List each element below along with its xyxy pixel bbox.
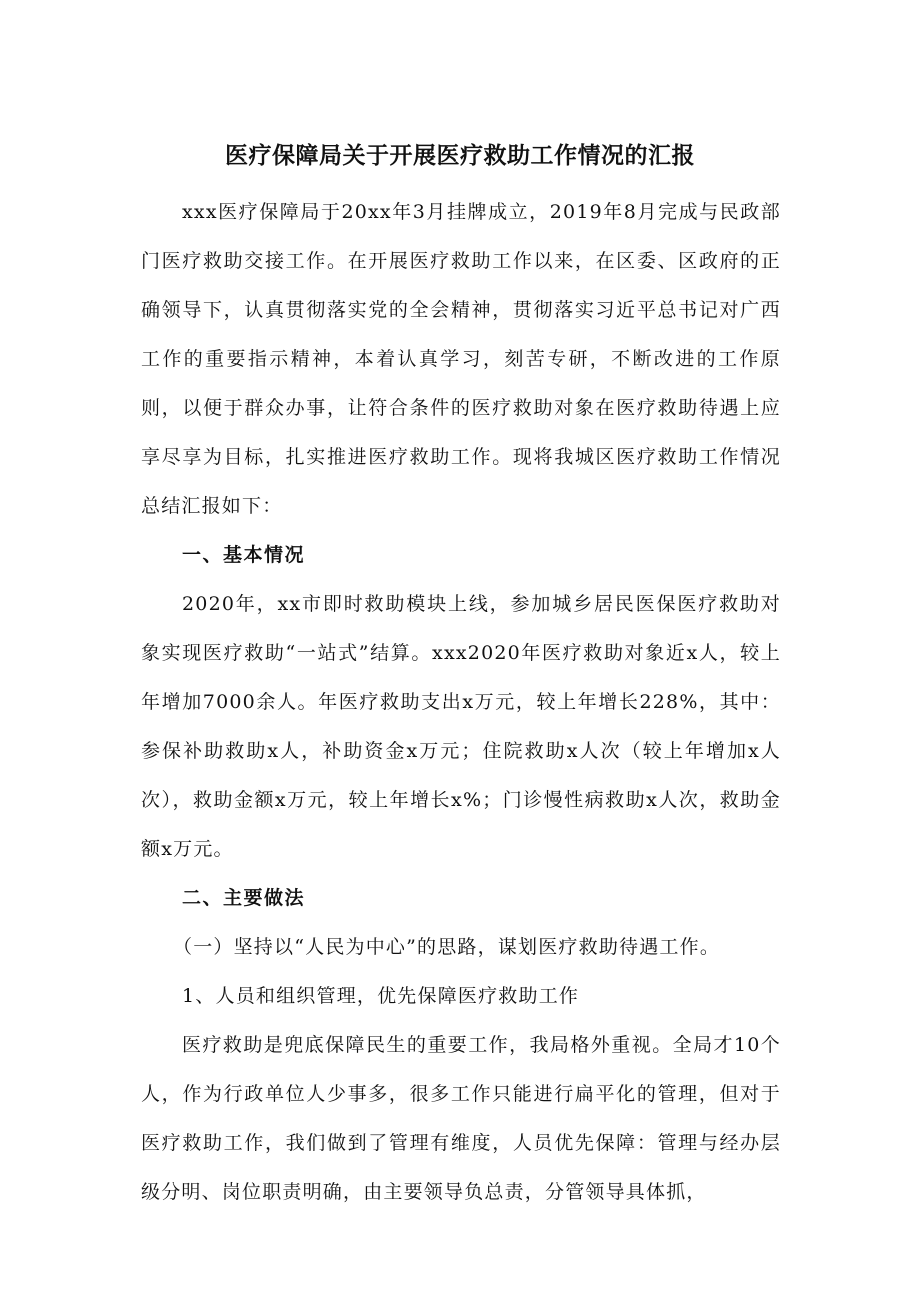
section-heading-basic-situation: 一、基本情况: [182, 544, 306, 566]
intro-paragraph: xxx医疗保障局于20xx年3月挂牌成立，2019年8月完成与民政部门医疗救助交接工作。在开展医疗救助工作以来，在区委、区政府的正确领导下，认真贯彻落实党的全会精神，贯彻落实习近平总书记对广西工作的重要指示精神，本着认真学习，刻苦专研，不断改进的工作原则，以便于群众办事，让符合条件的医疗救助对象在医疗救助待遇上应享尽享为目标，扎实推进医疗救助工作。现将我城区医疗救助工作情况总结汇报如下：: [141, 201, 781, 517]
item-heading-personnel-management: 1、人员和组织管理，优先保障医疗救助工作: [182, 985, 580, 1007]
personnel-management-paragraph: 医疗救助是兜底保障民生的重要工作，我局格外重视。全局才10个人，作为行政单位人少事多，很多工作只能进行扁平化的管理，但对于医疗救助工作，我们做到了管理有维度，人员优先保障：管理与经办层级分明、岗位职责明确，由主要领导负总责，分管领导具体抓，: [141, 1034, 781, 1203]
document-body: [141, 188, 781, 1217]
subsection-heading-people-centered: （一）坚持以“人民为中心”的思路，谋划医疗救助待遇工作。: [173, 936, 721, 958]
basic-situation-paragraph: 2020年，xx市即时救助模块上线，参加城乡居民医保医疗救助对象实现医疗救助“一站式”结算。xxx2020年医疗救助对象近x人，较上年增加7000余人。年医疗救助支出x万元，较上年增长228%，其中：参保补助救助x人，补助资金x万元；住院救助x人次（较上年增加x人次），救助金额x万元，较上年增长x%；门诊慢性病救助x人次，救助金额x万元。: [141, 593, 781, 860]
document-title: 医疗保障局关于开展医疗救助工作情况的汇报: [225, 143, 695, 169]
section-heading-main-practices: 二、主要做法: [182, 887, 306, 909]
